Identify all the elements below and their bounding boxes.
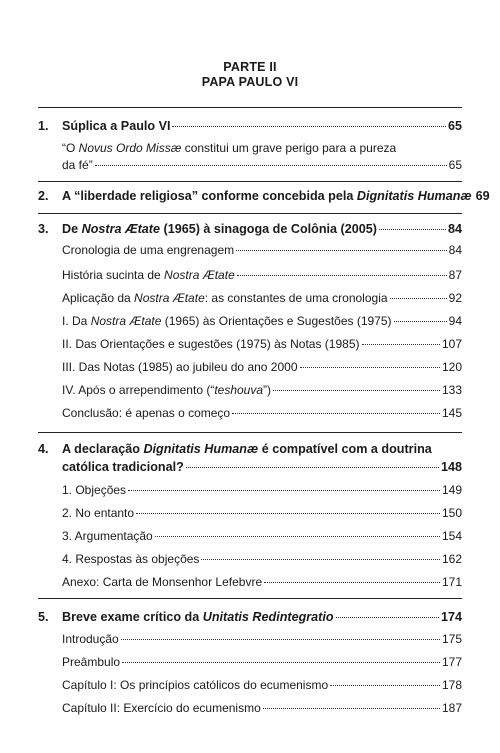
dot-leader [186,467,439,468]
toc-subsection[interactable] [62,655,462,669]
dot-leader [336,617,439,618]
page-number: 84 [447,222,462,236]
entry-title [62,632,119,646]
entry-title [62,243,234,257]
dot-leader [394,321,447,322]
dot-leader [172,126,446,127]
entry-title [62,158,93,172]
entry-title [62,655,120,669]
dot-leader [122,662,440,663]
part-label: PARTE II [223,60,277,74]
entry-title [62,268,235,282]
toc-section-1[interactable] [62,119,462,133]
entry-title [62,383,271,397]
title-fragment: 2. No entanto [62,506,135,520]
toc-subsection[interactable] [62,506,462,520]
title-fragment: é compatível com a doutrina [258,442,432,456]
title-fragment: II. Das Orientações e sugestões (1975) às Notas (1985) [62,337,360,351]
entry-title [62,552,199,566]
page-number: 133 [441,383,462,397]
toc-subsection[interactable] [62,678,462,692]
section-number: 3. [38,222,49,236]
page-number: 187 [441,701,462,715]
title-fragment: Dignitatis Humanæ [356,189,472,203]
title-fragment: Nostra Ætate [134,291,205,305]
title-fragment: A declaração [62,442,144,456]
page-number: 84 [448,243,462,257]
entry-title [62,119,170,133]
entry-title [62,506,134,520]
toc-subsection[interactable] [62,360,462,374]
dot-leader [273,390,440,391]
page-number: 92 [448,291,462,305]
toc-section-5[interactable] [62,610,462,624]
entry-title [62,406,230,420]
title-fragment: Dignitatis Humanæ [143,442,259,456]
section-number: 5. [38,610,49,624]
dot-leader [136,513,440,514]
dot-leader [390,298,447,299]
title-fragment: Anexo: Carta de Monsenhor Lefebvre [62,575,263,589]
section-divider [38,181,462,182]
title-fragment: I. Da [62,314,91,328]
title-fragment: Introdução [62,632,119,646]
toc-subsection[interactable] [62,243,462,257]
entry-title [62,610,334,624]
title-fragment: Nostra Ætate [90,314,162,328]
page-number: 149 [441,483,462,497]
title-fragment: “O [62,141,79,155]
title-fragment: 1. Objeções [62,483,127,497]
toc-subsection[interactable] [62,337,462,351]
dot-leader [362,344,440,345]
page-number: 178 [441,678,462,692]
dot-leader [237,275,447,276]
title-fragment: Nostra Ætate [81,222,160,236]
title-fragment: 4. Respostas às objeções [62,552,200,566]
title-fragment: (1965) à sinagoga de Colônia (2005) [160,222,377,236]
toc-subsection[interactable] [62,383,462,397]
page-number: 65 [447,119,462,133]
page-number: 65 [448,158,462,172]
toc-subsection[interactable] [62,291,462,305]
entry-title [62,460,184,474]
dot-leader [128,490,440,491]
title-fragment: constitui um grave perigo para a pureza [181,141,397,155]
dot-leader [155,536,440,537]
page-number: 69 [475,189,490,203]
title-fragment: Unitatis Redintegratio [202,610,334,624]
page-number: 120 [441,360,462,374]
title-fragment: Súplica a Paulo VI [62,119,171,133]
title-fragment: História sucinta de [62,268,165,282]
dot-leader [263,708,440,709]
entry-title [62,483,126,497]
subsection-title-line [62,141,396,155]
page-number: 94 [448,314,462,328]
page-number: 87 [448,268,462,282]
dot-leader [121,639,440,640]
toc-subsection[interactable] [62,268,462,282]
page-number: 107 [441,337,462,351]
section-divider [38,213,462,214]
title-fragment: Capítulo I: Os princípios católicos do ecumenismo [62,678,329,692]
entry-title [62,360,298,374]
entry-title [62,678,328,692]
page-number: 145 [441,406,462,420]
section-divider [38,432,462,433]
title-fragment: da fé” [62,158,93,172]
title-fragment: De [62,222,82,236]
page-number: 148 [440,460,462,474]
title-fragment: Novus Ordo Missæ [78,141,182,155]
dot-leader [379,229,446,230]
page-number: 150 [441,506,462,520]
title-fragment: Conclusão: é apenas o começo [62,406,231,420]
title-fragment: 3. Argumentação [62,529,153,543]
section-divider [38,598,462,599]
toc-subsection[interactable] [62,575,462,589]
section-title-line [62,442,432,456]
title-fragment: teshouva [214,383,264,397]
entry-title [62,189,472,203]
dot-leader [201,559,440,560]
title-fragment: Capítulo II: Exercício do ecumenismo [62,701,261,715]
section-number: 4. [38,442,49,456]
dot-leader [300,367,440,368]
entry-title [62,314,392,328]
toc-subsection[interactable] [62,529,462,543]
title-fragment: A “liberdade religiosa” conforme concebida pela [62,189,357,203]
page-number: 171 [441,575,462,589]
page-number: 177 [441,655,462,669]
section-number: 2. [38,189,49,203]
toc-section-3[interactable] [62,222,462,236]
title-fragment: Cronologia de uma engrenagem [62,243,235,257]
section-number: 1. [38,119,49,133]
toc-section-2[interactable] [62,189,490,203]
section-divider [38,107,462,108]
part-header [0,60,500,90]
part-title: PAPA PAULO VI [201,75,299,89]
entry-title [62,575,262,589]
title-fragment: católica tradicional? [62,460,184,474]
toc-subsection[interactable] [62,406,462,420]
dot-leader [330,685,440,686]
title-fragment: ”) [263,383,272,397]
entry-title [62,222,377,236]
title-fragment: (1965) às Orientações e Sugestões (1975) [161,314,392,328]
title-fragment: : as constantes de uma cronologia [204,291,388,305]
entry-title [62,337,360,351]
dot-leader [95,165,447,166]
toc-subsection[interactable] [62,552,462,566]
toc-subsection[interactable] [62,158,462,172]
title-fragment: III. Das Notas (1985) ao jubileu do ano 2000 [62,360,298,374]
toc-section-4[interactable] [62,460,462,474]
title-fragment: Breve exame crítico da [62,610,203,624]
title-fragment: Preâmbulo [62,655,121,669]
dot-leader [236,250,447,251]
page-number: 162 [441,552,462,566]
title-fragment: Aplicação da [62,291,135,305]
title-fragment: Nostra Ætate [164,268,235,282]
toc-subsection[interactable] [62,632,462,646]
entry-title [62,701,261,715]
dot-leader [232,413,440,414]
title-fragment: IV. Após o arrependimento (“ [62,383,215,397]
entry-title [62,291,388,305]
toc-subsection[interactable] [62,701,462,715]
page-number: 174 [440,610,462,624]
toc-subsection[interactable] [62,314,462,328]
page-number: 175 [441,632,462,646]
toc-subsection[interactable] [62,483,462,497]
page-number: 154 [441,529,462,543]
dot-leader [264,582,440,583]
entry-title [62,529,153,543]
